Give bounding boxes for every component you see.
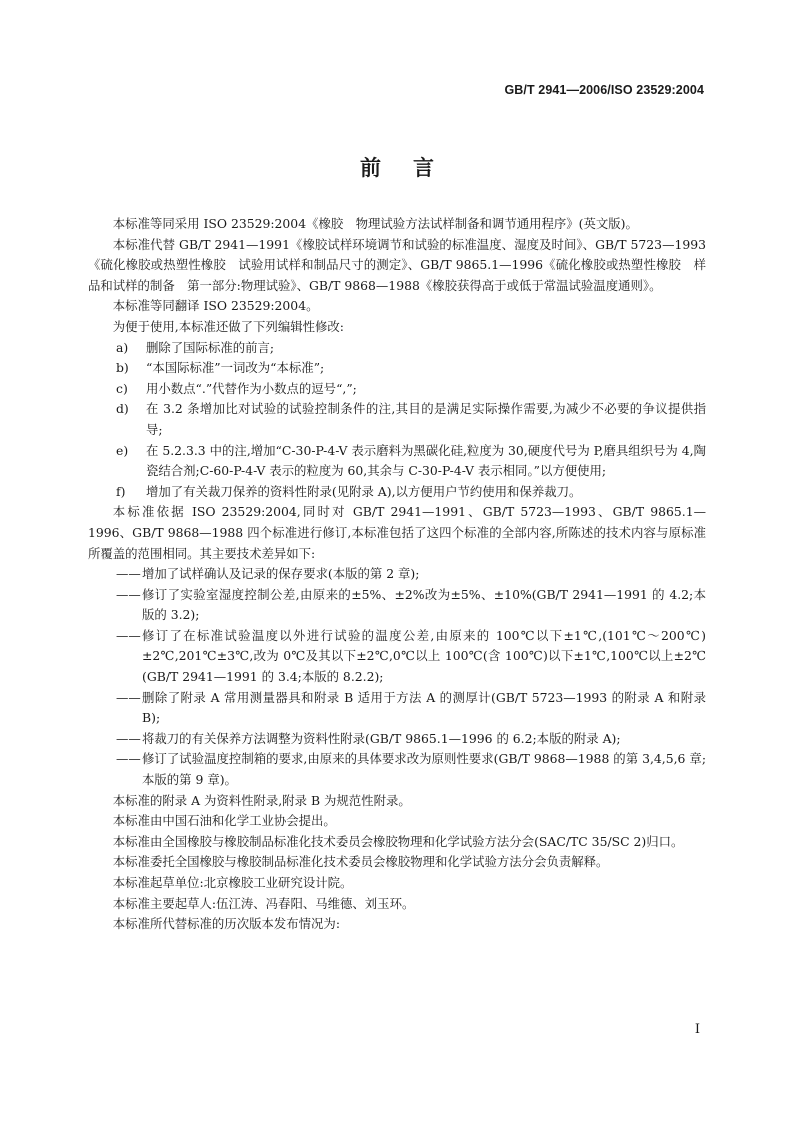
difference-text: 修订了在标准试验温度以外进行试验的温度公差,由原来的 100℃以下±1℃,(101℃～200℃)±2℃,201℃±3℃,改为 0℃及其以下±2℃,0℃以上 100℃(含 100℃)以下±1℃,100℃以上±2℃(GB/T 2941—1991 的 3.4;本版的 8.2.2); bbox=[142, 627, 706, 685]
dash-marker: —— bbox=[116, 627, 141, 643]
dash-marker: —— bbox=[116, 586, 141, 602]
page-number: I bbox=[694, 1022, 700, 1037]
difference-text: 删除了附录 A 常用测量器具和附录 B 适用于方法 A 的测厚计(GB/T 5723—1993 的附录 A 和附录 B); bbox=[142, 689, 706, 726]
list-item-text: 增加了有关裁刀保养的资料性附录(见附录 A),以方便用户节约使用和保养裁刀。 bbox=[146, 483, 582, 499]
list-item bbox=[88, 441, 706, 482]
paragraph-differences-intro: 本标准依据 ISO 23529:2004,同时对 GB/T 2941—1991、GB/T 5723—1993、GB/T 9865.1—1996、GB/T 9868—1988 四个标准进行修订,本标准包括了这四个标准的全部内容,所陈述的技术内容与原标准所覆盖的范围相同。其主要技术差异如下: bbox=[88, 504, 706, 561]
list-item-text: “本国际标准”一词改为“本标准”; bbox=[146, 360, 325, 376]
list-item-label: d) bbox=[116, 401, 129, 417]
difference-text: 将裁刀的有关保养方法调整为资料性附录(GB/T 9865.1—1996 的 6.2;本版的附录 A); bbox=[142, 730, 621, 746]
difference-item bbox=[88, 749, 706, 790]
foreword-body bbox=[88, 214, 706, 935]
list-item-label: e) bbox=[116, 442, 129, 458]
dash-marker: —— bbox=[116, 730, 141, 746]
page-title: 前言 bbox=[360, 156, 466, 180]
paragraph-translation: 本标准等同翻译 ISO 23529:2004。 bbox=[112, 298, 319, 314]
list-item-text: 在 3.2 条增加比对试验的试验控制条件的注,其目的是满足实际操作需要,为减少不必要的争议提供指导; bbox=[146, 401, 706, 437]
paragraph-edits-intro: 为便于使用,本标准还做了下列编辑性修改: bbox=[112, 318, 344, 334]
paragraph-replaces: 本标准代替 GB/T 2941—1991《橡胶试样环境调节和试验的标准温度、湿度及时间》、GB/T 5723—1993《硫化橡胶或热塑性橡胶 试验用试样和制品尺寸的测定》、GB/T 9865.1—1996《硫化橡胶或热塑性橡胶 样品和试样的制备 第一部分:物理试验》、GB/T 9868—1988《橡胶获得高于或低于常温试验温度通则》。 bbox=[88, 236, 706, 293]
list-item bbox=[88, 399, 706, 440]
list-item-label: a) bbox=[116, 339, 129, 355]
difference-item bbox=[88, 626, 706, 688]
paragraph-annexes: 本标准的附录 A 为资料性附录,附录 B 为规范性附录。 bbox=[112, 792, 411, 808]
paragraph-adoption: 本标准等同采用 ISO 23529:2004《橡胶 物理试验方法试样制备和调节通用程序》(英文版)。 bbox=[112, 216, 638, 231]
list-item-text: 在 5.2.3.3 中的注,增加“C-30-P-4-V 表示磨料为黑碳化硅,粒度为 30,硬度代号为 P,磨具组织号为 4,陶瓷结合剂;C-60-P-4-V 表示的粒度为 60,其余与 C-30-P-4-V 表示相同。”以方便使用; bbox=[146, 442, 706, 479]
paragraph-drafting-unit: 本标准起草单位:北京橡胶工业研究设计院。 bbox=[112, 875, 353, 890]
difference-item bbox=[88, 564, 706, 585]
dash-marker: —— bbox=[116, 566, 141, 582]
paragraph-drafters: 本标准主要起草人:伍江涛、冯春阳、马维德、刘玉环。 bbox=[112, 895, 415, 911]
standard-code: GB/T 2941—2006/ISO 23529:2004 bbox=[504, 83, 704, 97]
list-item bbox=[88, 338, 706, 359]
list-item-text: 用小数点“.”代替作为小数点的逗号“,”; bbox=[146, 380, 357, 396]
list-item-label: b) bbox=[116, 360, 129, 376]
difference-item bbox=[88, 729, 706, 750]
difference-item bbox=[88, 688, 706, 729]
list-item bbox=[88, 482, 706, 503]
difference-text: 增加了试样确认及记录的保存要求(本版的第 2 章); bbox=[142, 566, 420, 582]
dash-marker: —— bbox=[116, 751, 141, 767]
difference-text: 修订了试验温度控制箱的要求,由原来的具体要求改为原则性要求(GB/T 9868—1988 的第 3,4,5,6 章;本版的第 9 章)。 bbox=[142, 751, 706, 788]
paragraph-administered-by: 本标准由全国橡胶与橡胶制品标准化技术委员会橡胶物理和化学试验方法分会(SAC/TC 35/SC 2)归口。 bbox=[112, 833, 684, 849]
dash-marker: —— bbox=[116, 689, 141, 705]
list-item-text: 删除了国际标准的前言; bbox=[146, 339, 275, 355]
difference-text: 修订了实验室湿度控制公差,由原来的±5%、±2%改为±5%、±10%(GB/T 2941—1991 的 4.2;本版的 3.2); bbox=[142, 586, 706, 623]
paragraph-interpretation: 本标准委托全国橡胶与橡胶制品标准化技术委员会橡胶物理和化学试验方法分会负责解释。 bbox=[112, 854, 609, 870]
difference-item bbox=[88, 585, 706, 626]
list-item-label: f) bbox=[116, 483, 126, 499]
paragraph-history: 本标准所代替标准的历次版本发布情况为: bbox=[112, 916, 341, 932]
list-item bbox=[88, 358, 706, 379]
list-item bbox=[88, 379, 706, 400]
paragraph-proposed-by: 本标准由中国石油和化学工业协会提出。 bbox=[112, 813, 336, 829]
list-item-label: c) bbox=[116, 380, 128, 396]
